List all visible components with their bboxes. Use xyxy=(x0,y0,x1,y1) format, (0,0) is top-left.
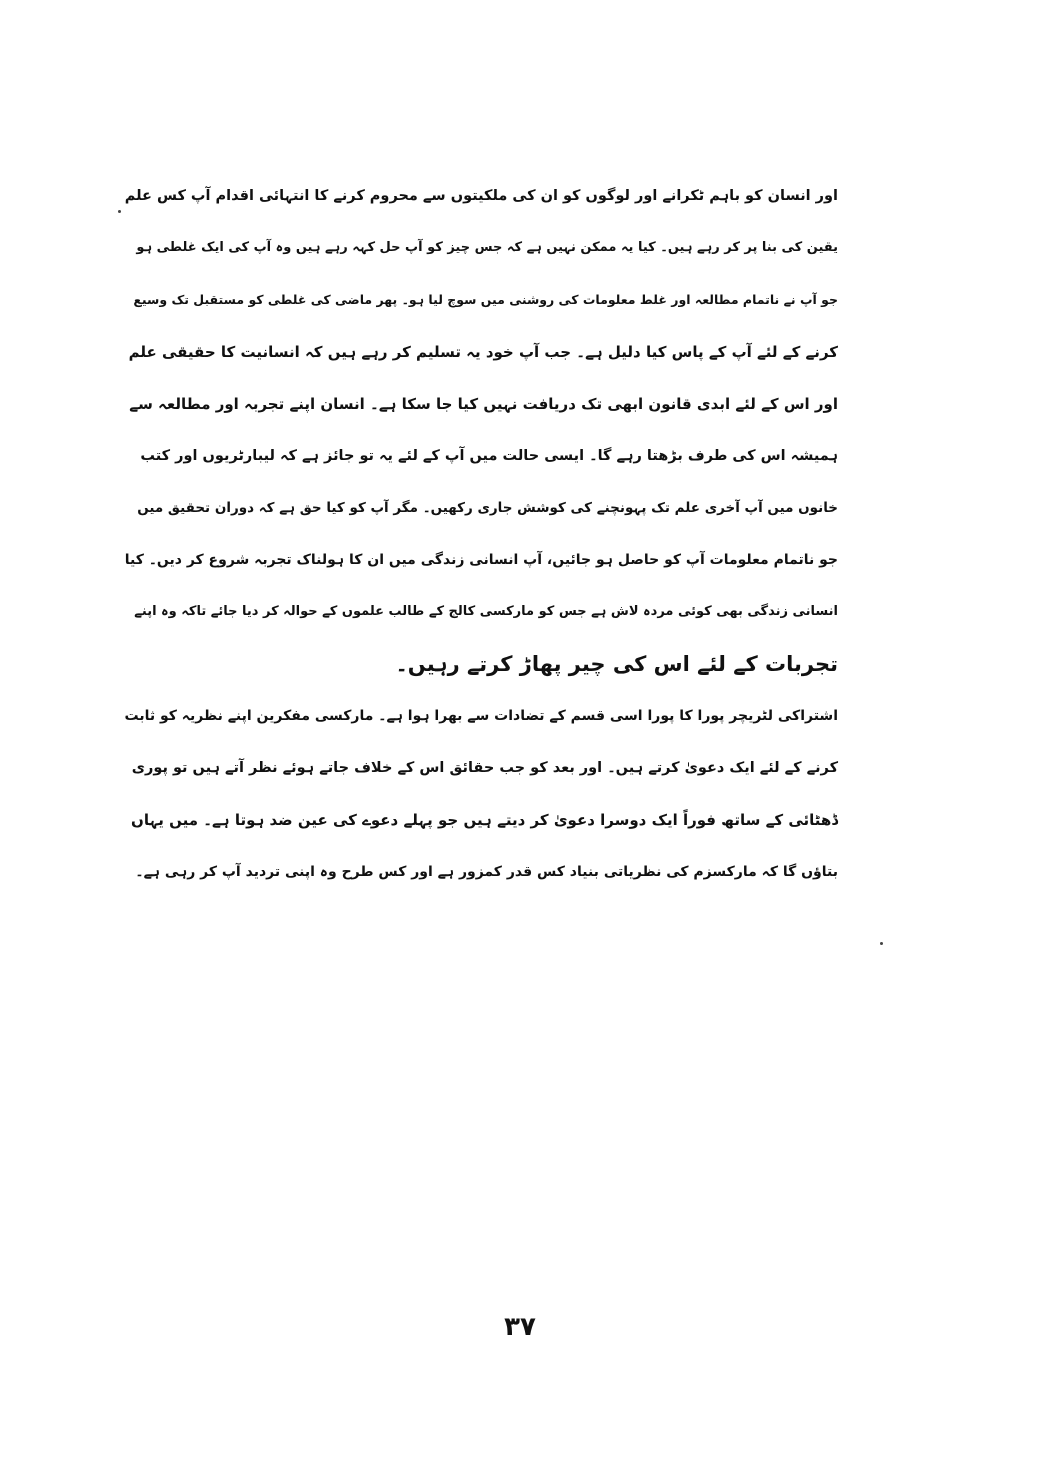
body-text xyxy=(118,170,838,898)
paragraph-2-line-4: بتاؤں گا کہ مارکسزم کی نظریاتی بنیاد کس قدر کمزور ہے اور کس طرح وہ اپنی تردید آپ کر رہی ہے۔ xyxy=(135,864,838,880)
paragraph-1-line-10: تجربات کے لئے اس کی چیر پھاڑ کرتے رہیں۔ xyxy=(395,652,838,676)
paragraph-1-line-3: جو آپ نے ناتمام مطالعہ اور غلط معلومات کی روشنی میں سوچ لیا ہو۔ پھر ماضی کی غلطی کو مستقبل تک وسیع xyxy=(133,292,838,307)
paragraph-1-line-5: اور اس کے لئے ابدی قانون ابھی تک دریافت نہیں کیا جا سکا ہے۔ انسان اپنے تجربہ اور مطالعہ سے xyxy=(129,395,838,413)
paragraph-1-line-2: یقین کی بنا پر کر رہے ہیں۔ کیا یہ ممکن نہیں ہے کہ جس چیز کو آپ حل کہہ رہے ہیں وہ آپ کی ایک غلطی ہو xyxy=(136,240,838,255)
page-number: ۳۷ xyxy=(504,1312,536,1342)
paragraph-1-line-6: ہمیشہ اس کی طرف بڑھتا رہے گا۔ ایسی حالت میں آپ کے لئے یہ تو جائز ہے کہ لیبارٹریوں اور کتب xyxy=(140,448,838,464)
paragraph-2-line-1: اشتراکی لٹریچر پورا کا پورا اسی قسم کے تضادات سے بھرا ہوا ہے۔ مارکسی مفکرین اپنے نظریہ کو ثابت xyxy=(124,708,838,724)
paragraph-2-line-2: کرنے کے لئے ایک دعویٰ کرتے ہیں۔ اور بعد کو جب حقائق اس کے خلاف جاتے ہوئے نظر آتے ہیں تو پوری xyxy=(131,760,838,776)
paragraph-1-line-9: انسانی زندگی بھی کوئی مردہ لاش ہے جس کو مارکسی کالج کے طالب علموں کے حوالہ کر دیا جائے تاکہ وہ اپنے xyxy=(134,604,838,619)
scan-speck xyxy=(880,942,883,945)
paragraph-1-line-1: اور انسان کو باہم ٹکرانے اور لوگوں کو ان کی ملکیتوں سے محروم کرنے کا انتہائی اقدام آپ کس علم xyxy=(124,188,838,204)
paragraph-1-line-4: کرنے کے لئے آپ کے پاس کیا دلیل ہے۔ جب آپ خود یہ تسلیم کر رہے ہیں کہ انسانیت کا حقیقی علم xyxy=(128,343,838,361)
scan-speck xyxy=(118,210,121,213)
paragraph-2-line-3: ڈھٹائی کے ساتھ فوراً ایک دوسرا دعویٰ کر دیتے ہیں جو پہلے دعوے کی عین ضد ہوتا ہے۔ میں یہاں xyxy=(131,811,838,829)
paragraph-1-line-7: خانوں میں آپ آخری علم تک پہونچنے کی کوشش جاری رکھیں۔ مگر آپ کو کیا حق ہے کہ دوران تحقیق میں xyxy=(137,500,838,516)
paragraph-1-line-8: جو ناتمام معلومات آپ کو حاصل ہو جائیں، آپ انسانی زندگی میں ان کا ہولناک تجربہ شروع کر دیں۔ کیا xyxy=(124,552,838,568)
